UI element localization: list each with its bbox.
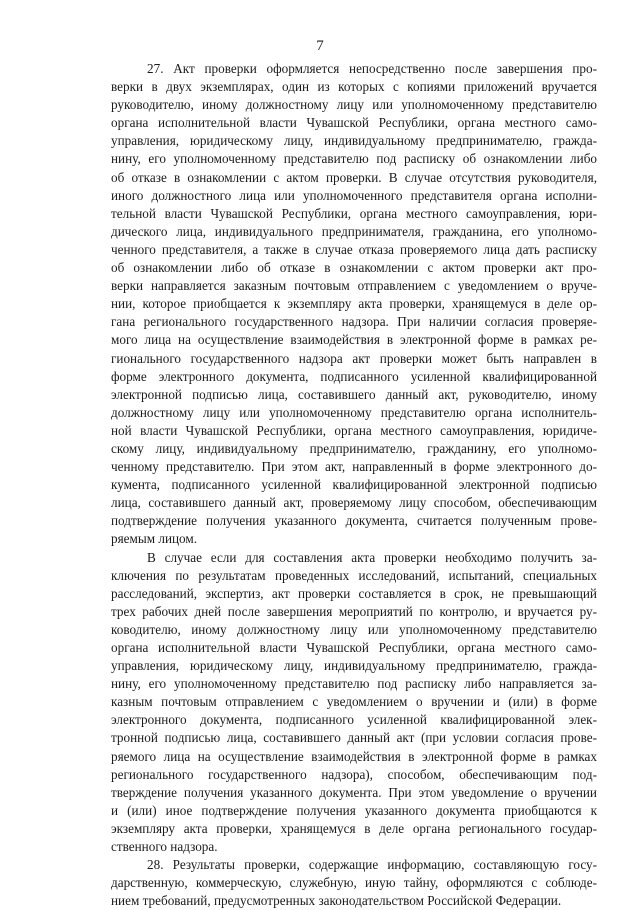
text-line: иного должностного лица или уполномоченного представителя органа исполни- [111,187,597,203]
text-line: руководителю, иному должностному лицу или уполномоченному представителю [111,97,597,113]
text-line: лица, составившего данный акт, проверяемому лицу способом, обеспечивающим [111,495,597,511]
text-line: управления, юридическому лицу, индивидуальному предпринимателю, гражда- [111,133,597,149]
text-line: гионального государственного надзора акт проверки может быть направлен в [111,350,597,366]
text-line: тверждение получения указанного документа. При этом уведомление о вручении [111,784,597,800]
text-line: трех рабочих дней после завершения мероприятий по контролю, и вручается ру- [111,603,597,619]
text-line: и (или) иное подтверждение получения указанного документа приобщаются к [111,802,597,818]
document-body [111,60,597,910]
text-line: ченного представителя, а также в случае отказа проверяемого лица дать расписку [111,241,597,257]
text-line: органа исполнительной власти Чувашской Республики, органа местного само- [111,115,597,131]
paragraph [111,856,597,910]
text-line: нии, которое приобщается к экземпляру акта проверки, хранящемуся в деле ор- [111,296,597,312]
text-line: скому лицу, индивидуальному предпринимателю, гражданину, его уполномо- [111,440,597,456]
text-line: мого лица на осуществление взаимодействия в электронной форме в рамках ре- [111,332,597,348]
text-line: должностному лицу или уполномоченному представителю органа исполнитель- [111,404,597,420]
text-line: ченному представителю. При этом акт, направленный в форме электронного до- [111,459,597,475]
text-line: ключения по результатам проведенных исследований, испытаний, специальных [111,567,597,583]
text-line: управления, юридическому лицу, индивидуальному предпринимателю, гражда- [111,658,597,674]
text-line: об отказе в ознакомлении с актом проверки. В случае отсутствия руководителя, [111,169,597,185]
text-line: верки в двух экземплярах, один из которых с копиями приложений вручается [111,79,597,95]
text-line: подтверждение получения указанного документа, считается полученным прове- [111,513,597,529]
text-line: тельной власти Чувашской Республики, органа местного самоуправления, юри- [111,205,597,221]
text-line: казным почтовым отправлением с уведомлением о вручении и (или) в форме [111,694,597,710]
text-line: ряемым лицом. [111,531,198,547]
text-line: дарственную, коммерческую, служебную, иную тайну, оформляются с соблюде- [111,875,597,891]
text-line: электронной подписью лица, составившего данный акт, руководителю, иному [111,386,597,402]
text-line: дического лица, индивидуального предпринимателя, гражданина, его уполномо- [111,223,597,239]
text-line: электронного документа, подписанного усиленной квалифицированной элек- [111,712,597,728]
text-line: ряемого лица на осуществление взаимодействия в электронной форме в рамках [111,748,597,764]
text-line: органа исполнительной власти Чувашской Республики, органа местного само- [111,640,597,655]
text-line: ной власти Чувашской Республики, органа местного самоуправления, юридиче- [111,422,597,438]
text-line: экземпляру акта проверки, хранящемуся в деле органа регионального государ- [111,820,597,836]
text-line: форме электронного документа, подписанного усиленной квалифицированной [111,368,597,384]
paragraph [111,549,597,857]
text-line: об ознакомлении либо об отказе в ознакомлении с актом проверки акт про- [111,260,597,276]
text-line: 28. Результаты проверки, содержащие информацию, составляющую госу- [147,857,597,873]
text-line: В случае если для составления акта проверки необходимо получить за- [147,549,597,565]
page-number: 7 [316,38,324,54]
text-line: кумента, подписанного усиленной квалифицированной электронной подписью [111,477,597,493]
text-line: 27. Акт проверки оформляется непосредственно после завершения про- [147,61,597,76]
text-line: нину, его уполномоченному представителю под расписку либо направляется за- [111,676,597,692]
text-line: нием требований, предусмотренных законодательством Российской Федерации. [111,893,562,909]
text-line: гана регионального государственного надзора. При наличии согласия проверяе- [111,314,597,330]
text-line: тронной подписью лица, составившего данный акт (при условии согласия прове- [111,730,597,746]
text-line: верки направляется заказным почтовым отправлением с уведомлением о вруче- [111,278,597,294]
text-line: ководителю, иному должностному лицу или уполномоченному представителю [111,621,597,637]
text-line: нину, его уполномоченному представителю под расписку об ознакомлении либо [111,151,597,167]
text-line: ственного надзора. [111,839,218,855]
paragraph [111,60,597,549]
text-line: расследований, экспертиз, акт проверки составляется в срок, не превышающий [111,585,597,601]
text-line: регионального государственного надзора), способом, обеспечивающим под- [111,766,597,782]
